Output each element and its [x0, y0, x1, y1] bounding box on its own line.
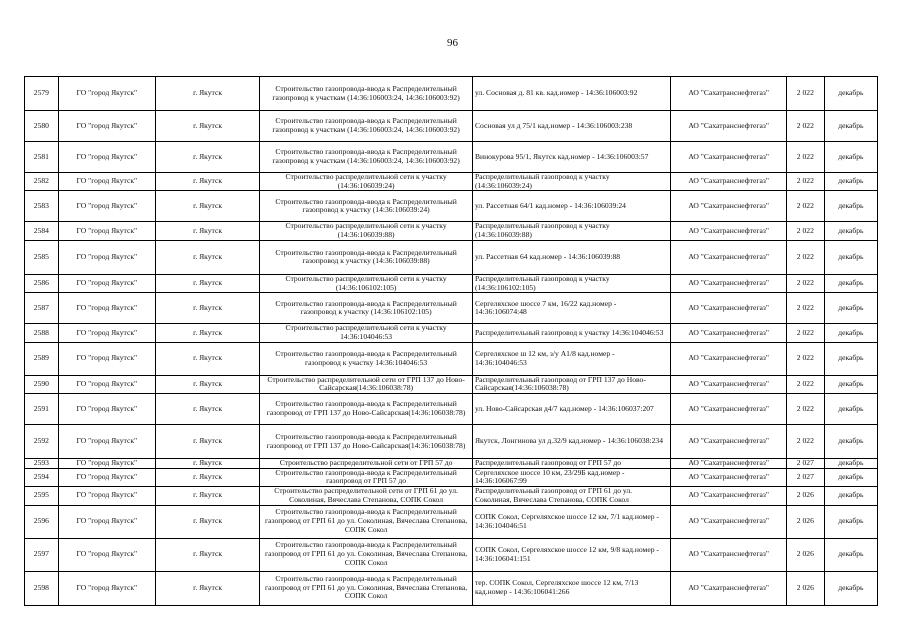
city-cell: г. Якутск: [155, 293, 259, 324]
table-row: [25, 77, 878, 111]
month-cell: декабрь: [824, 342, 877, 375]
city-cell: г. Якутск: [155, 394, 259, 425]
year-cell: 2 026: [786, 487, 824, 505]
month-cell: декабрь: [824, 191, 877, 222]
work-description-cell: Строительство распределительной сети к участку (14:36:106039:88): [260, 222, 473, 240]
organization-cell: АО "Сахатранснефтегаз": [671, 425, 787, 459]
row-number: 2581: [25, 142, 59, 173]
municipality-cell: ГО "город Якутск": [58, 173, 155, 191]
year-cell: 2 022: [786, 222, 824, 240]
row-number: 2582: [25, 173, 59, 191]
municipality-cell: ГО "город Якутск": [58, 142, 155, 173]
work-description-cell: Строительство газопровода-ввода к Распределительный газопровод к участку (14:36:106102:105): [260, 293, 473, 324]
work-description-cell: Строительство распределительной сети от ГРП 137 до Ново-Сайсарская(14:36:106038:78): [260, 375, 473, 393]
municipality-cell: ГО "город Якутск": [58, 375, 155, 393]
row-number: 2584: [25, 222, 59, 240]
row-number: 2592: [25, 425, 59, 459]
city-cell: г. Якутск: [155, 324, 259, 342]
row-number: 2583: [25, 191, 59, 222]
month-cell: декабрь: [824, 222, 877, 240]
city-cell: г. Якутск: [155, 222, 259, 240]
address-cell: Сергеляхское ш 12 км, з/у А1/8 кад.номер - 14:36:104046:53: [472, 342, 670, 375]
city-cell: г. Якутск: [155, 274, 259, 292]
table-row: [25, 240, 878, 274]
month-cell: декабрь: [824, 505, 877, 538]
year-cell: 2 022: [786, 425, 824, 459]
month-cell: декабрь: [824, 394, 877, 425]
organization-cell: АО "Сахатранснефтегаз": [671, 111, 787, 142]
work-description-cell: Строительство газопровода-ввода к Распределительный газопровод от ГРП 137 до Ново-Сайсарская(14:36:106038:78): [260, 394, 473, 425]
organization-cell: АО "Сахатранснефтегаз": [671, 77, 787, 111]
organization-cell: АО "Сахатранснефтегаз": [671, 505, 787, 538]
organization-cell: АО "Сахатранснефтегаз": [671, 173, 787, 191]
month-cell: декабрь: [824, 571, 877, 605]
city-cell: г. Якутск: [155, 505, 259, 538]
month-cell: декабрь: [824, 173, 877, 191]
organization-cell: АО "Сахатранснефтегаз": [671, 375, 787, 393]
city-cell: г. Якутск: [155, 191, 259, 222]
month-cell: декабрь: [824, 487, 877, 505]
municipality-cell: ГО "город Якутск": [58, 240, 155, 274]
address-cell: СОПК Сокол, Сергеляхское шоссе 12 км, 9/8 кад.номер - 14:36:106041:151: [472, 538, 670, 571]
year-cell: 2 026: [786, 571, 824, 605]
table-row: [25, 394, 878, 425]
table-row: [25, 222, 878, 240]
table-row: [25, 173, 878, 191]
month-cell: декабрь: [824, 293, 877, 324]
table-row: [25, 487, 878, 505]
year-cell: 2 022: [786, 111, 824, 142]
table-row: [25, 342, 878, 375]
organization-cell: АО "Сахатранснефтегаз": [671, 538, 787, 571]
month-cell: декабрь: [824, 111, 877, 142]
year-cell: 2 022: [786, 394, 824, 425]
city-cell: г. Якутск: [155, 468, 259, 486]
year-cell: 2 022: [786, 173, 824, 191]
month-cell: декабрь: [824, 459, 877, 469]
address-cell: ул. Сосновая д. 81 кв. кад.номер - 14:36:106003:92: [472, 77, 670, 111]
table-row: [25, 111, 878, 142]
organization-cell: АО "Сахатранснефтегаз": [671, 240, 787, 274]
municipality-cell: ГО "город Якутск": [58, 468, 155, 486]
month-cell: декабрь: [824, 324, 877, 342]
row-number: 2586: [25, 274, 59, 292]
table-row: [25, 459, 878, 469]
city-cell: г. Якутск: [155, 538, 259, 571]
row-number: 2595: [25, 487, 59, 505]
row-number: 2585: [25, 240, 59, 274]
address-cell: Якутск, Лонгинова ул д.32/9 кад.номер - 14:36:106038:234: [472, 425, 670, 459]
organization-cell: АО "Сахатранснефтегаз": [671, 571, 787, 605]
month-cell: декабрь: [824, 274, 877, 292]
month-cell: декабрь: [824, 375, 877, 393]
address-cell: Распределительный газопровод от ГРП 57 до: [472, 459, 670, 469]
table-row: [25, 571, 878, 605]
row-number: 2597: [25, 538, 59, 571]
city-cell: г. Якутск: [155, 240, 259, 274]
work-description-cell: Строительство газопровода-ввода к Распределительный газопровод к участкам (14:36:106003:24, 14:36:106003:92): [260, 111, 473, 142]
address-cell: Распределительный газопровод к участку (14:36:106039:24): [472, 173, 670, 191]
address-cell: Распределительный газопровод от ГРП 61 до ул. Соколиная, Вячеслава Степанова, СОПК Сокол: [472, 487, 670, 505]
city-cell: г. Якутск: [155, 77, 259, 111]
municipality-cell: ГО "город Якутск": [58, 274, 155, 292]
organization-cell: АО "Сахатранснефтегаз": [671, 142, 787, 173]
city-cell: г. Якутск: [155, 111, 259, 142]
address-cell: Винокурова 95/1, Якутск кад.номер - 14:36:106003:57: [472, 142, 670, 173]
row-number: 2589: [25, 342, 59, 375]
organization-cell: АО "Сахатранснефтегаз": [671, 274, 787, 292]
table-row: [25, 142, 878, 173]
month-cell: декабрь: [824, 240, 877, 274]
municipality-cell: ГО "город Якутск": [58, 324, 155, 342]
year-cell: 2 022: [786, 342, 824, 375]
page-number: 96: [447, 37, 458, 49]
year-cell: 2 022: [786, 191, 824, 222]
municipality-cell: ГО "город Якутск": [58, 425, 155, 459]
municipality-cell: ГО "город Якутск": [58, 571, 155, 605]
organization-cell: АО "Сахатранснефтегаз": [671, 459, 787, 469]
row-number: 2588: [25, 324, 59, 342]
row-number: 2596: [25, 505, 59, 538]
table-row: [25, 375, 878, 393]
municipality-cell: ГО "город Якутск": [58, 505, 155, 538]
table-row: [25, 293, 878, 324]
city-cell: г. Якутск: [155, 487, 259, 505]
organization-cell: АО "Сахатранснефтегаз": [671, 342, 787, 375]
row-number: 2594: [25, 468, 59, 486]
municipality-cell: ГО "город Якутск": [58, 342, 155, 375]
row-number: 2593: [25, 459, 59, 469]
work-description-cell: Строительство газопровода-ввода к Распределительный газопровод к участку (14:36:106039:24): [260, 191, 473, 222]
row-number: 2591: [25, 394, 59, 425]
year-cell: 2 022: [786, 375, 824, 393]
organization-cell: АО "Сахатранснефтегаз": [671, 324, 787, 342]
work-description-cell: Строительство газопровода-ввода к Распределительный газопровод от ГРП 137 до Ново-Сайсарская(14:36:106038:78): [260, 425, 473, 459]
row-number: 2598: [25, 571, 59, 605]
address-cell: тер. СОПК Сокол, Сергеляхское шоссе 12 км, 7/13 кад.номер - 14:36:106041:266: [472, 571, 670, 605]
month-cell: декабрь: [824, 425, 877, 459]
work-description-cell: Строительство газопровода-ввода к Распределительный газопровод к участкам (14:36:106003:24, 14:36:106003:92): [260, 77, 473, 111]
organization-cell: АО "Сахатранснефтегаз": [671, 222, 787, 240]
organization-cell: АО "Сахатранснефтегаз": [671, 487, 787, 505]
table-row: [25, 191, 878, 222]
municipality-cell: ГО "город Якутск": [58, 191, 155, 222]
address-cell: Сосновая ул д 75/1 кад.номер - 14:36:106003:238: [472, 111, 670, 142]
address-cell: ул. Ново-Сайсарская д4/7 кад.номер - 14:36:106037:207: [472, 394, 670, 425]
year-cell: 2 027: [786, 468, 824, 486]
municipality-cell: ГО "город Якутск": [58, 77, 155, 111]
address-cell: ул. Рассетная 64/1 кад.номер - 14:36:106039:24: [472, 191, 670, 222]
address-cell: Распределительный газопровод к участку (14:36:106039:88): [472, 222, 670, 240]
work-description-cell: Строительство газопровода-ввода к Распределительный газопровод от ГРП 61 до ул. Соколиная, Вячеслава Степанова, СОПК Сокол: [260, 538, 473, 571]
address-cell: Сергеляхское шоссе 10 км, 23/29Б кад.номер - 14:36:106067:99: [472, 468, 670, 486]
address-cell: Распределительный газопровод к участку 14:36:104046:53: [472, 324, 670, 342]
year-cell: 2 022: [786, 274, 824, 292]
work-description-cell: Строительство распределительной сети к участку (14:36:106102:105): [260, 274, 473, 292]
work-description-cell: Строительство газопровода-ввода к Распределительный газопровод к участку 14:36:104046:53: [260, 342, 473, 375]
work-description-cell: Строительство газопровода-ввода к Распределительный газопровод от ГРП 57 до: [260, 468, 473, 486]
table-row: [25, 425, 878, 459]
work-description-cell: Строительство газопровода-ввода к Распределительный газопровод от ГРП 61 до ул. Соколиная, Вячеслава Степанова, СОПК Сокол: [260, 505, 473, 538]
city-cell: г. Якутск: [155, 173, 259, 191]
month-cell: декабрь: [824, 538, 877, 571]
year-cell: 2 022: [786, 240, 824, 274]
year-cell: 2 022: [786, 142, 824, 173]
city-cell: г. Якутск: [155, 142, 259, 173]
address-cell: Сергеляхское шоссе 7 км, 16/22 кад.номер - 14:36:106074:48: [472, 293, 670, 324]
year-cell: 2 022: [786, 324, 824, 342]
city-cell: г. Якутск: [155, 342, 259, 375]
table-row: [25, 274, 878, 292]
municipality-cell: ГО "город Якутск": [58, 222, 155, 240]
organization-cell: АО "Сахатранснефтегаз": [671, 293, 787, 324]
city-cell: г. Якутск: [155, 375, 259, 393]
municipality-cell: ГО "город Якутск": [58, 394, 155, 425]
organization-cell: АО "Сахатранснефтегаз": [671, 468, 787, 486]
work-description-cell: Строительство распределительной сети от ГРП 61 до ул. Соколиная, Вячеслава Степанова, СОПК Сокол: [260, 487, 473, 505]
municipality-cell: ГО "город Якутск": [58, 487, 155, 505]
municipality-cell: ГО "город Якутск": [58, 111, 155, 142]
row-number: 2587: [25, 293, 59, 324]
row-number: 2590: [25, 375, 59, 393]
month-cell: декабрь: [824, 142, 877, 173]
address-cell: ул. Рассетная 64 кад.номер - 14:36:106039:88: [472, 240, 670, 274]
work-description-cell: Строительство распределительной сети к участку 14:36:104046:53: [260, 324, 473, 342]
registry-table: [24, 76, 878, 606]
table-row: [25, 324, 878, 342]
work-description-cell: Строительство газопровода-ввода к Распределительный газопровод к участку (14:36:106039:88): [260, 240, 473, 274]
municipality-cell: ГО "город Якутск": [58, 538, 155, 571]
work-description-cell: Строительство газопровода-ввода к Распределительный газопровод к участкам (14:36:106003:24, 14:36:106003:92): [260, 142, 473, 173]
row-number: 2580: [25, 111, 59, 142]
city-cell: г. Якутск: [155, 571, 259, 605]
table-row: [25, 468, 878, 486]
work-description-cell: Строительство газопровода-ввода к Распределительный газопровод от ГРП 61 до ул. Соколиная, Вячеслава Степанова, СОПК Сокол: [260, 571, 473, 605]
organization-cell: АО "Сахатранснефтегаз": [671, 394, 787, 425]
year-cell: 2 022: [786, 77, 824, 111]
year-cell: 2 022: [786, 293, 824, 324]
municipality-cell: ГО "город Якутск": [58, 459, 155, 469]
city-cell: г. Якутск: [155, 459, 259, 469]
month-cell: декабрь: [824, 468, 877, 486]
table-row: [25, 538, 878, 571]
row-number: 2579: [25, 77, 59, 111]
work-description-cell: Строительство распределительной сети от ГРП 57 до: [260, 459, 473, 469]
work-description-cell: Строительство распределительной сети к участку (14:36:106039:24): [260, 173, 473, 191]
year-cell: 2 026: [786, 538, 824, 571]
organization-cell: АО "Сахатранснефтегаз": [671, 191, 787, 222]
address-cell: Распределительный газопровод от ГРП 137 до Ново-Сайсарская(14:36:106038:78): [472, 375, 670, 393]
city-cell: г. Якутск: [155, 425, 259, 459]
address-cell: СОПК Сокол, Сергеляхское шоссе 12 км, 7/1 кад.номер - 14:36:104046:51: [472, 505, 670, 538]
year-cell: 2 027: [786, 459, 824, 469]
address-cell: Распределительный газопровод к участку (14:36:106102:105): [472, 274, 670, 292]
month-cell: декабрь: [824, 77, 877, 111]
table-row: [25, 505, 878, 538]
municipality-cell: ГО "город Якутск": [58, 293, 155, 324]
year-cell: 2 026: [786, 505, 824, 538]
